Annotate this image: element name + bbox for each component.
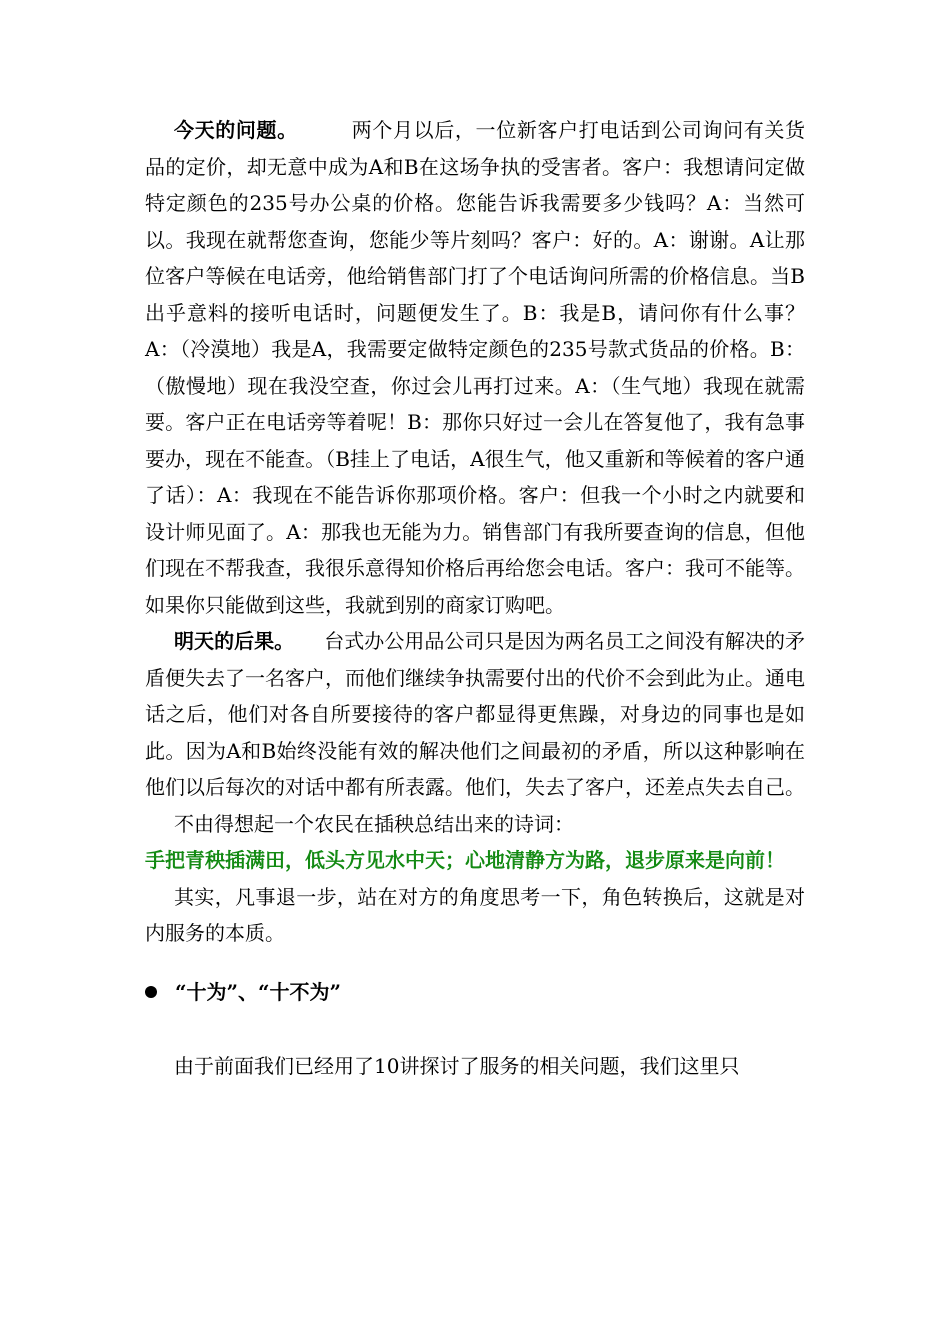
paragraph-tomorrow-consequence (145, 623, 805, 806)
paragraph-today-problem (145, 112, 805, 623)
paragraph-text: 两个月以后，一位新客户打电话到公司询问有关货品的定价，却无意中成为A和B在这场争执的受害者。客户：我想请问定做特定颜色的235号办公桌的价格。您能告诉我需要多少钱吗？A：当然可以。我现在就帮您查询，您能少等片刻吗？客户：好的。A：谢谢。A让那位客户等候在电话旁，他给销售部门打了个电话询问所需的价格信息。当B出乎意料的接听电话时，问题便发生了。B：我是B，请问你有什么事？A：（冷漠地）我是A，我需要定做特定颜色的235号款式货品的价格。B：（傲慢地）现在我没空查，你过会儿再打过来。A：（生气地）我现在就需要。客户正在电话旁等着呢！B：那你只好过一会儿在答复他了，我有急事要办，现在不能查。（B挂上了电话，A很生气，他又重新和等候着的客户通了话）：A：我现在不能告诉你那项价格。客户：但我一个小时之内就要和设计师见面了。A：那我也无能为力。销售部门有我所要查询的信息，但他们现在不帮我查，我很乐意得知价格后再给您会电话。客户：我可不能等。如果你只能做到这些，我就到别的商家订购吧。 (145, 118, 806, 617)
paragraph-intro-last: 由于前面我们已经用了10讲探讨了服务的相关问题，我们这里只 (174, 1054, 740, 1078)
section-lead-today: 今天的问题。 (174, 118, 298, 142)
paragraph-text: 台式办公用品公司只是因为两名员工之间没有解决的矛盾便失去了一名客户，而他们继续争执需要付出的代价不会到此为止。通电话之后，他们对各自所要接待的客户都显得更焦躁，对身边的同事也是如此。因为A和B始终没能有效的解决他们之间最初的矛盾，所以这种影响在他们以后每次的对话中都有所表露。他们，失去了客户，还差点失去自己。 (145, 629, 806, 799)
paragraph-essence: 其实，凡事退一步，站在对方的角度思考一下，角色转换后，这就是对内服务的本质。 (145, 884, 805, 945)
bullet-icon (145, 986, 157, 998)
section-lead-tomorrow: 明天的后果。 (174, 629, 295, 653)
poem-text: 手把青秧插满田，低头方见水中天；心地清静方为路，退步原来是向前！ (145, 848, 785, 872)
paragraph-poem-intro: 不由得想起一个农民在插秧总结出来的诗词： (174, 811, 574, 836)
section-heading (145, 974, 805, 1011)
section-heading-text: “十为”、“十不为” (175, 979, 342, 1004)
document-body (145, 112, 805, 1085)
